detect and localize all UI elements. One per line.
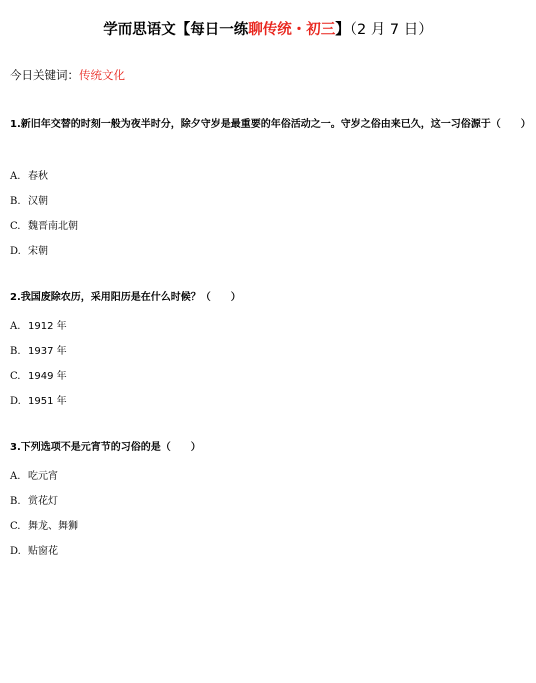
option-text: 贴窗花 [28, 546, 58, 557]
option-text: 舞龙、舞狮 [28, 521, 78, 532]
title-prefix: 学而思语文【每日一练 [103, 22, 249, 38]
question-2-option-a [10, 317, 67, 332]
title-date: （2 月 7 日） [349, 22, 433, 38]
option-text: 1949 年 [28, 371, 67, 382]
question-1-option-d [10, 242, 48, 257]
option-letter: D. [10, 396, 21, 407]
page-title [0, 18, 536, 39]
question-2-text: 2.我国废除农历，采用阳历是在什么时候？（ ） [10, 292, 241, 303]
option-text: 赏花灯 [28, 496, 58, 507]
keywords-label: 今日关键词： [10, 68, 79, 82]
option-letter: C. [10, 521, 21, 532]
option-text: 吃元宵 [28, 471, 58, 482]
option-text: 汉朝 [28, 196, 48, 207]
question-3-option-b [10, 492, 58, 507]
option-letter: A. [10, 321, 21, 332]
option-text: 宋朝 [28, 246, 48, 257]
option-letter: D. [10, 546, 21, 557]
option-text: 1937 年 [28, 346, 67, 357]
option-letter: B. [10, 346, 21, 357]
option-text: 1912 年 [28, 321, 67, 332]
question-3-text: 3.下列选项不是元宵节的习俗的是（ ） [10, 442, 201, 453]
question-1-text: 1.新旧年交替的时刻一般为夜半时分，除夕守岁是最重要的年俗活动之一。守岁之俗由来已久，这一习俗源于（ ） [10, 119, 531, 130]
question-1-option-c [10, 217, 78, 232]
keywords-value: 传统文化 [79, 68, 125, 82]
question-3-option-c [10, 517, 78, 532]
keywords-line [10, 67, 125, 83]
question-2-option-d [10, 392, 67, 407]
question-2-option-b [10, 342, 67, 357]
option-letter: C. [10, 221, 21, 232]
question-1-option-a [10, 167, 48, 182]
option-letter: B. [10, 196, 21, 207]
question-3-option-d [10, 542, 58, 557]
question-3-option-a [10, 467, 58, 482]
option-text: 1951 年 [28, 396, 67, 407]
question-1-option-b [10, 192, 48, 207]
title-highlight: 聊传统・初三 [248, 22, 336, 38]
title-close: 】 [335, 22, 350, 38]
option-letter: C. [10, 371, 21, 382]
option-text: 春秋 [28, 171, 48, 182]
question-2-option-c [10, 367, 67, 382]
option-letter: A. [10, 171, 21, 182]
option-text: 魏晋南北朝 [28, 221, 78, 232]
option-letter: B. [10, 496, 21, 507]
option-letter: D. [10, 246, 21, 257]
option-letter: A. [10, 471, 21, 482]
